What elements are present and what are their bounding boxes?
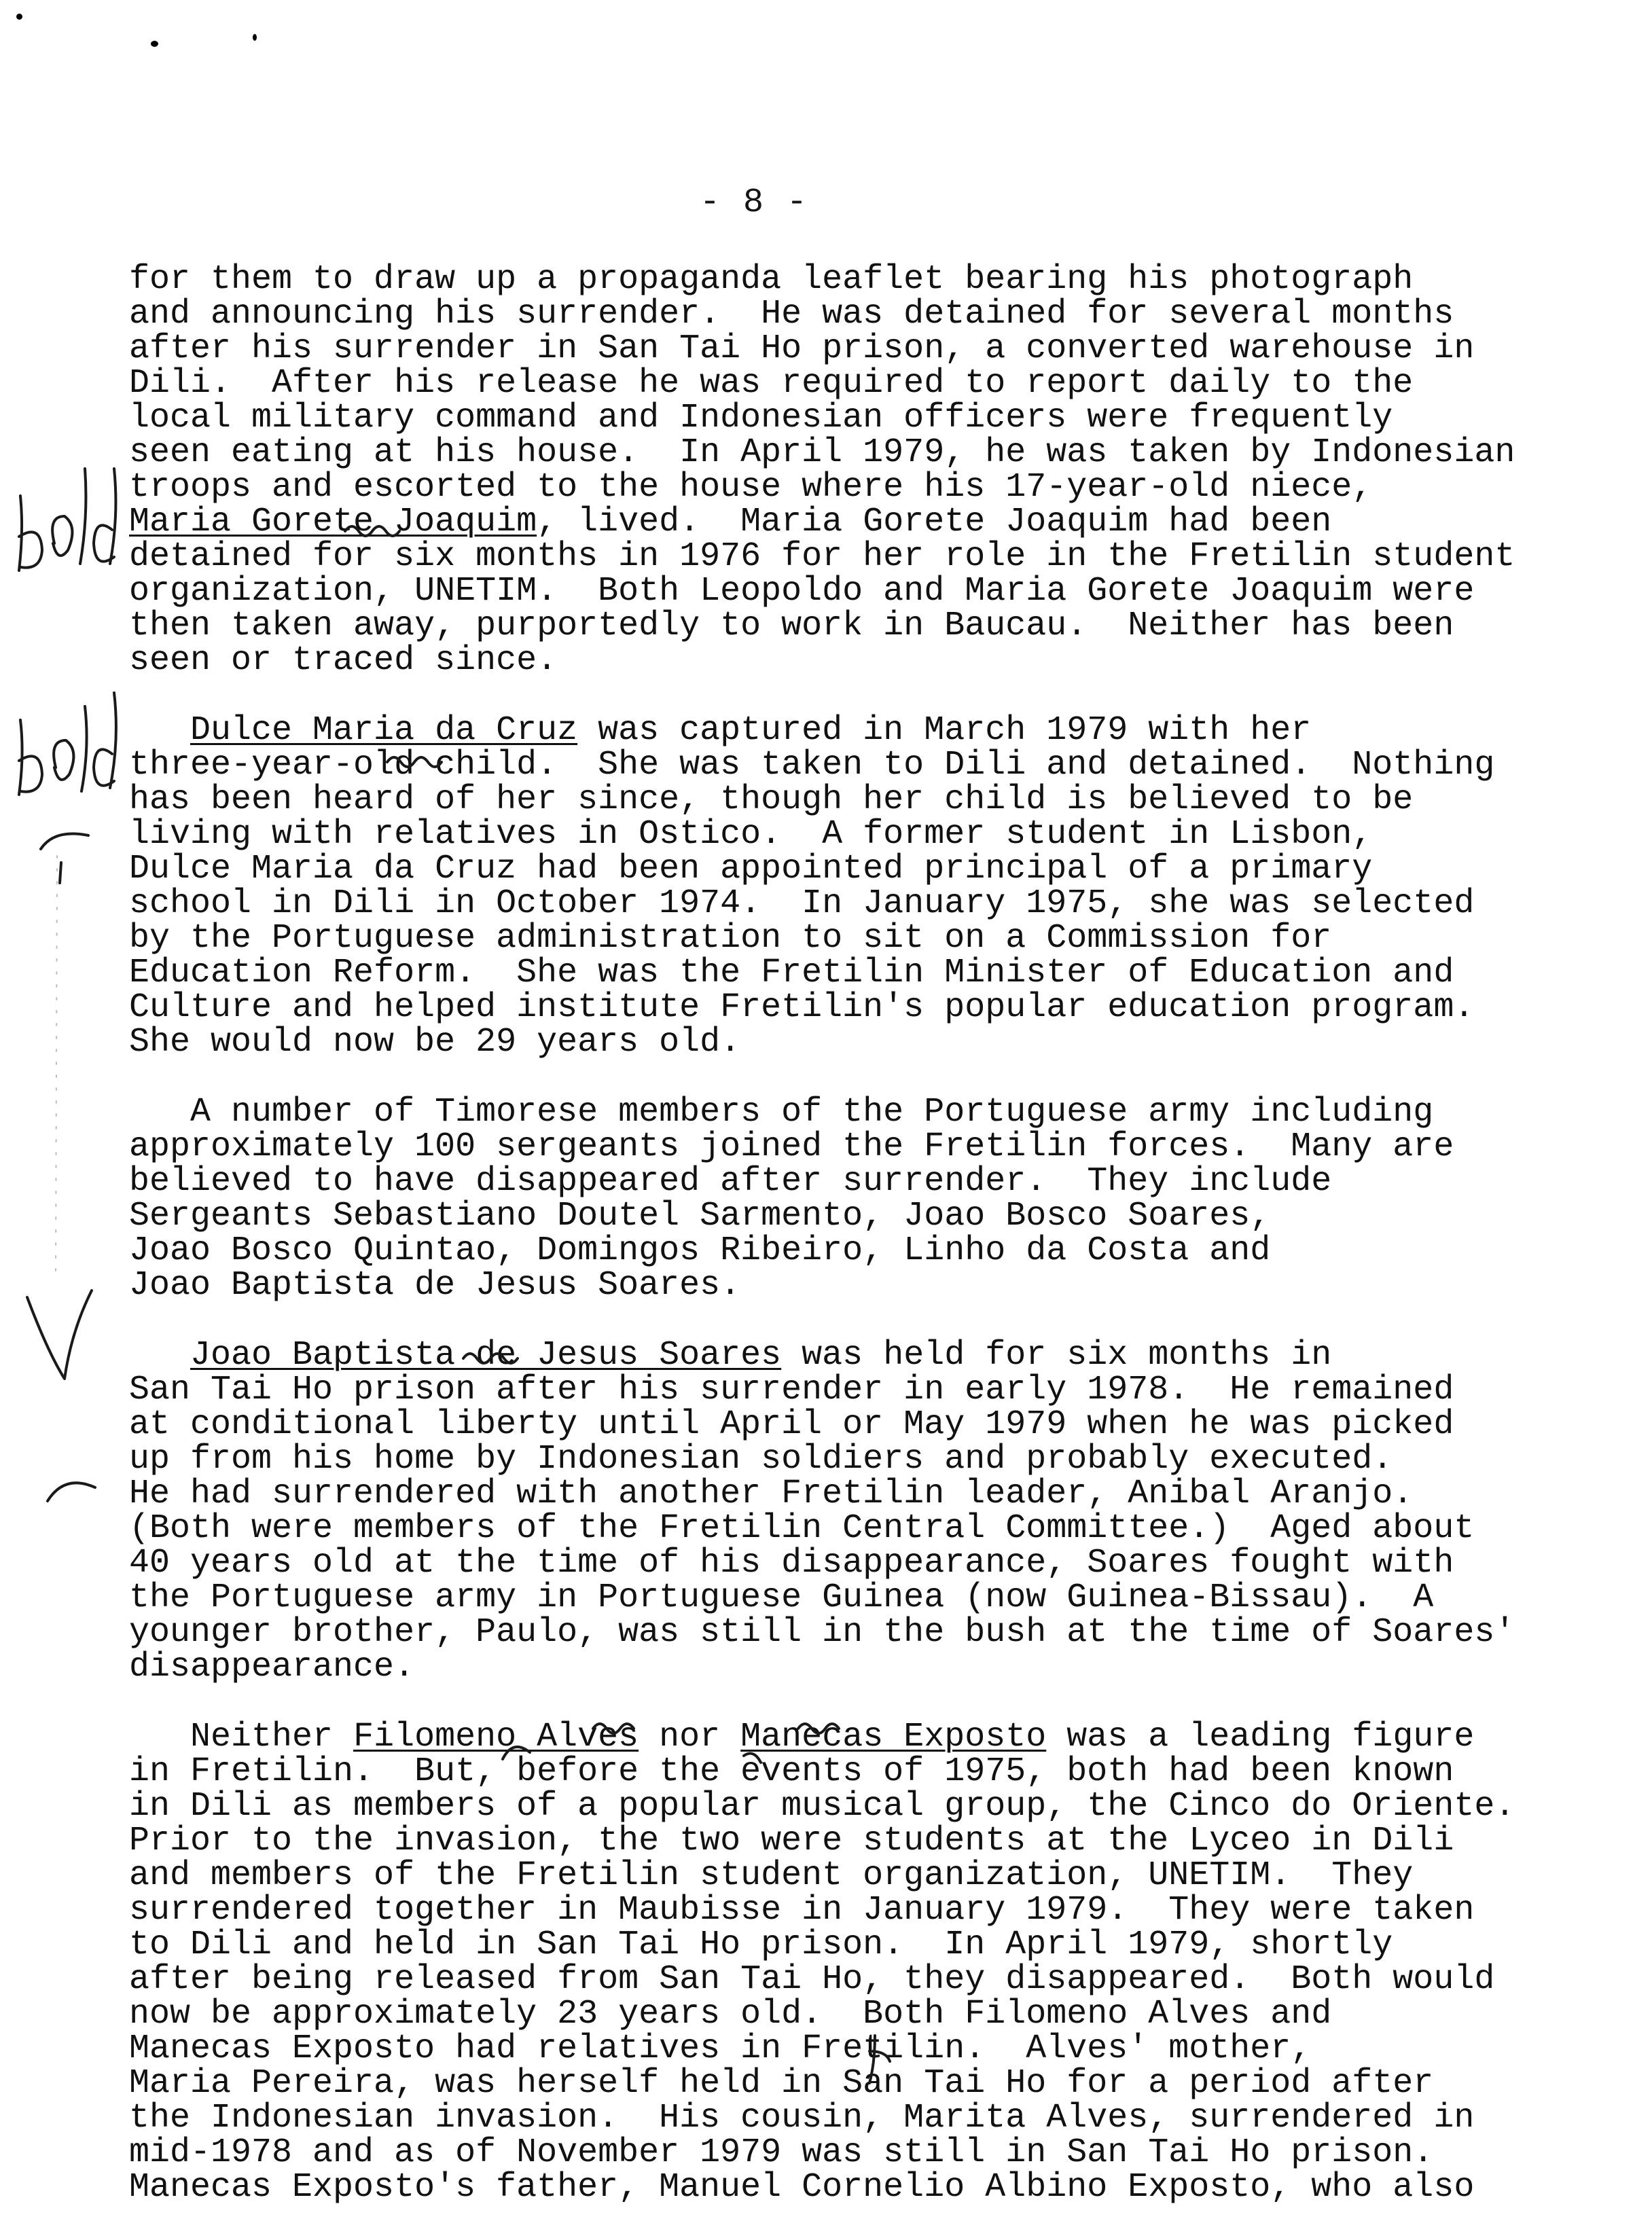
text-run: at conditional liberty until April or May 1979 when he was picked	[129, 1405, 1454, 1444]
text-run: nor	[639, 1718, 741, 1756]
text-line	[129, 1754, 1556, 1789]
text-run: , lived. Maria Gorete Joaquim had been	[537, 503, 1332, 541]
scan-speck	[253, 34, 257, 41]
text-line	[129, 1407, 1556, 1442]
text-run: the Indonesian invasion. His cousin, Marita Alves, surrendered in	[129, 2099, 1475, 2137]
margin-tick	[60, 863, 61, 883]
text-run: believed to have disappeared after surrender. They include	[129, 1162, 1332, 1201]
text-run: after his surrender in San Tai Ho prison, a converted warehouse in	[129, 329, 1475, 368]
body-text	[129, 262, 1556, 2240]
text-run: approximately 100 sergeants joined the Fretilin forces. Many are	[129, 1127, 1454, 1166]
margin-bracket-mark-2	[48, 1483, 95, 1501]
text-line	[129, 1720, 1556, 1754]
text-line	[129, 1025, 1556, 1060]
text-line	[129, 1962, 1556, 1997]
text-line	[129, 539, 1556, 574]
text-line	[129, 2101, 1556, 2135]
text-line	[129, 2066, 1556, 2101]
text-line	[129, 1511, 1556, 1546]
text-line	[129, 1095, 1556, 1130]
text-line	[129, 713, 1556, 748]
text-line	[129, 1477, 1556, 1511]
text-run: Maria Pereira, was herself held in San Tai Ho for a period after	[129, 2064, 1434, 2103]
text-run: and members of the Fretilin student organization, UNETIM. They	[129, 1856, 1414, 1895]
text-run: for them to draw up a propaganda leaflet bearing his photograph	[129, 260, 1414, 299]
page-number: - 8 -	[700, 183, 809, 222]
margin-bracket-mark	[41, 834, 88, 850]
text-line	[129, 1995, 1556, 2034]
text-run: disappearance.	[129, 1648, 415, 1686]
text-line	[129, 470, 1556, 505]
text-run: Education Reform. She was the Fretilin Minister of Education and	[129, 954, 1454, 992]
text-line	[129, 1650, 1556, 1684]
text-line	[129, 401, 1556, 435]
text-run: the Portuguese army in Portuguese Guinea (now Guinea-Bissau). A	[129, 1578, 1434, 1617]
text-run: after being released from San Tai Ho, they disappeared. Both would	[129, 1960, 1495, 1999]
text-run: San Tai Ho prison after his surrender in early 1978. He remained	[129, 1371, 1454, 1409]
text-run: seen eating at his house. In April 1979, he was taken by Indonesian	[129, 433, 1515, 472]
scan-margin-line	[56, 856, 57, 1277]
text-run: three-year-old child. She was taken to Dili and detained. Nothing	[129, 746, 1495, 784]
text-run: Prior to the invasion, the two were students at the Lyceo in Dili	[129, 1822, 1454, 1860]
paragraph	[129, 1338, 1556, 1684]
text-run: in Fretilin. But, before the events of 1975, both had been known	[129, 1752, 1454, 1791]
text-line	[129, 574, 1556, 609]
text-line	[129, 297, 1556, 331]
text-line	[129, 1199, 1556, 1233]
text-line	[129, 748, 1556, 782]
text-run: Culture and helped institute Fretilin's popular education program.	[129, 988, 1475, 1027]
text-line	[129, 1544, 1556, 1583]
text-run: up from his home by Indonesian soldiers and probably executed.	[129, 1440, 1393, 1479]
text-line	[129, 1164, 1556, 1199]
text-line	[129, 1373, 1556, 1407]
text-run: was held for six months in	[781, 1336, 1332, 1375]
text-line	[129, 782, 1556, 817]
text-line	[129, 817, 1556, 852]
text-line	[129, 921, 1556, 956]
text-run: then taken away, purportedly to work in Baucau. Neither has been	[129, 607, 1454, 645]
text-run: was captured in March 1979 with her	[577, 711, 1312, 750]
text-line	[129, 1928, 1556, 1962]
text-run: to Dili and held in San Tai Ho prison. In April 1979, shortly	[129, 1926, 1393, 1964]
text-run: and announcing his surrender. He was detained for several months	[129, 295, 1454, 333]
underlined-name: Maria Gorete Joaquim	[129, 503, 537, 541]
text-line	[129, 643, 1556, 678]
text-line	[129, 1615, 1556, 1650]
text-line	[129, 1442, 1556, 1477]
text-line	[129, 1580, 1556, 1615]
text-run: A number of Timorese members of the Portuguese army including	[129, 1093, 1434, 1132]
text-line	[129, 435, 1556, 470]
paragraph	[129, 262, 1556, 678]
text-line	[129, 956, 1556, 990]
text-line	[129, 990, 1556, 1025]
text-line	[129, 331, 1556, 366]
text-line	[129, 886, 1556, 921]
text-line	[129, 505, 1556, 539]
text-run: Sergeants Sebastiano Doutel Sarmento, Joao Bosco Soares,	[129, 1197, 1271, 1235]
text-run: troops and escorted to the house where his 17-year-old niece,	[129, 468, 1373, 507]
text-run: organization, UNETIM. Both Leopoldo and Maria Gorete Joaquim were	[129, 572, 1475, 611]
text-run: 40 years old at the time of his disappearance, Soares fought with	[129, 1544, 1454, 1583]
text-line	[129, 1789, 1556, 1824]
text-run: younger brother, Paulo, was still in the bush at the time of Soares'	[129, 1613, 1515, 1652]
paragraph	[129, 1095, 1556, 1303]
underlined-name: Manecas Exposto	[740, 1718, 1047, 1756]
text-run: Dulce Maria da Cruz had been appointed principal of a primary	[129, 850, 1373, 888]
text-line	[129, 852, 1556, 886]
text-line	[129, 2170, 1556, 2205]
text-run: has been heard of her since, though her child is believed to be	[129, 780, 1414, 819]
text-line	[129, 1268, 1556, 1303]
paragraph	[129, 1720, 1556, 2205]
handwritten-bold-note-1	[19, 469, 115, 571]
text-run: Manecas Exposto's father, Manuel Cornelio Albino Exposto, who also	[129, 2168, 1475, 2207]
text-line	[129, 262, 1556, 297]
text-run: in Dili as members of a popular musical group, the Cinco do Oriente.	[129, 1787, 1515, 1826]
underlined-name: Dulce Maria da Cruz	[190, 711, 578, 750]
text-line	[129, 1893, 1556, 1928]
text-run: Joao Baptista de Jesus Soares.	[129, 1266, 741, 1305]
text-run: mid-1978 and as of November 1979 was still in San Tai Ho prison.	[129, 2133, 1434, 2172]
text-run: surrendered together in Maubisse in January 1979. They were taken	[129, 1891, 1475, 1930]
text-run: Joao Bosco Quintao, Domingos Ribeiro, Linho da Costa and	[129, 1231, 1271, 1270]
handwritten-bold-note-2	[19, 693, 116, 795]
text-line	[129, 1338, 1556, 1373]
text-line	[129, 366, 1556, 401]
text-line	[129, 1824, 1556, 1858]
scan-speck	[151, 41, 158, 47]
text-run: Manecas Exposto had relatives in Fretilin. Alves' mother,	[129, 2029, 1312, 2068]
text-line	[129, 1233, 1556, 1268]
text-run: (Both were members of the Fretilin Central Committee.) Aged about	[129, 1509, 1475, 1548]
text-run: now be approximately 23 years old. Both Filomeno Alves and	[129, 1995, 1332, 2034]
underlined-name: Joao Baptista de Jesus Soares	[190, 1336, 782, 1375]
text-run: seen or traced since.	[129, 641, 558, 680]
margin-check-mark	[27, 1290, 92, 1379]
text-run: Neither	[129, 1718, 354, 1756]
text-run	[129, 711, 190, 750]
text-run: He had surrendered with another Fretilin leader, Anibal Aranjo.	[129, 1475, 1414, 1513]
text-run: was a leading figure	[1046, 1718, 1475, 1756]
underlined-name: Filomeno Alves	[353, 1718, 639, 1756]
text-line	[129, 2135, 1556, 2170]
text-line	[129, 1858, 1556, 1893]
text-run: Dili. After his release he was required to report daily to the	[129, 364, 1414, 403]
text-line	[129, 1127, 1556, 1166]
scan-speck	[16, 14, 22, 20]
text-run: by the Portuguese administration to sit on a Commission for	[129, 919, 1332, 958]
text-run: local military command and Indonesian officers were frequently	[129, 399, 1393, 437]
text-line	[129, 609, 1556, 643]
text-run: She would now be 29 years old.	[129, 1023, 741, 1062]
text-run: school in Dili in October 1974. In January 1975, she was selected	[129, 884, 1475, 923]
text-line	[129, 2031, 1556, 2066]
paragraph	[129, 713, 1556, 1060]
text-run: living with relatives in Ostico. A former student in Lisbon,	[129, 815, 1373, 854]
text-run: detained for six months in 1976 for her role in the Fretilin student	[129, 537, 1515, 576]
text-run	[129, 1336, 190, 1375]
